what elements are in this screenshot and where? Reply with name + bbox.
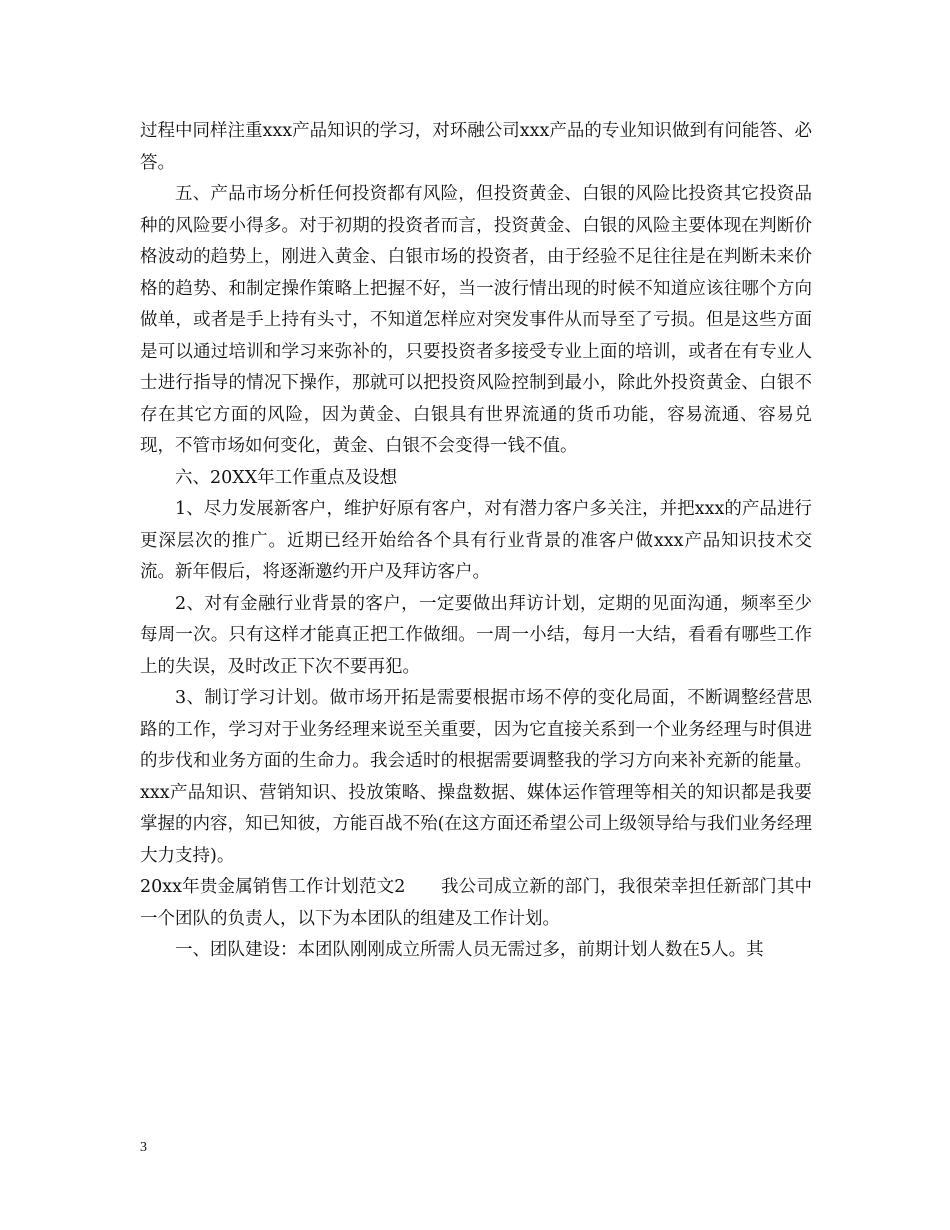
paragraph-market-analysis: 五、产品市场分析任何投资都有风险，但投资黄金、白银的风险比投资其它投资品种的风险要小得多。对于初期的投资者而言，投资黄金、白银的风险主要体现在判断价格波动的趋势上，刚进入黄金、白银市场的投资者，由于经验不足往往是在判断未来价格的趋势、和制定操作策略上把握不好，当一波行情出现的时候不知道应该往哪个方向做单，或者是手上持有头寸，不知道怎样应对突发事件从而导至了亏损。但是这些方面是可以通过培训和学习来弥补的，只要投资者多接受专业上面的培训，或者在有专业人士进行指导的情况下操作，那就可以把投资风险控制到最小，除此外投资黄金、白银不存在其它方面的风险，因为黄金、白银具有世界流通的货币功能，容易流通、容易兑现，不管市场如何变化，黄金、白银不会变得一钱不值。 <box>140 184 812 456</box>
paragraph-item-2: 2、对有金融行业背景的客户，一定要做出拜访计划，定期的见面沟通，频率至少每周一次。只有这样才能真正把工作做细。一周一小结，每月一大结，看看有哪些工作上的失误，及时改正下次不要再犯。 <box>140 593 812 677</box>
paragraph-continuation: 过程中同样注重xxx产品知识的学习，对环融公司xxx产品的专业知识做到有问能答、必答。 <box>140 121 812 173</box>
section-heading-work-focus: 六、20XX年工作重点及设想 <box>175 467 398 488</box>
paragraph-item-1: 1、尽力发展新客户，维护好原有客户，对有潜力客户多关注，并把xxx的产品进行更深层次的推广。近期已经开始给各个具有行业背景的准客户做xxx产品知识技术交流。新年假后，将逐渐邀约开户及拜访客户。 <box>140 499 812 582</box>
paragraph-sample-2-intro: 20xx年贵金属销售工作计划范文2 我公司成立新的部门，我很荣幸担任新部门其中一个团队的负责人，以下为本团队的组建及工作计划。 <box>140 877 812 929</box>
page-number: 3 <box>140 1140 147 1155</box>
paragraph-item-3: 3、制订学习计划。做市场开拓是需要根据市场不停的变化局面，不断调整经营思路的工作，学习对于业务经理来说至关重要，因为它直接关系到一个业务经理与时俱进的步伐和业务方面的生命力。我会适时的根据需要调整我的学习方向来补充新的能量。xxx产品知识、营销知识、投放策略、操盘数据、媒体运作管理等相关的知识都是我要掌握的内容，知已知彼，方能百战不殆(在这方面还希望公司上级领导给与我们业务经理大力支持)。 <box>140 688 812 866</box>
document-body <box>140 116 812 967</box>
paragraph-team-building: 一、团队建设：本团队刚刚成立所需人员无需过多，前期计划人数在5人。其 <box>175 940 764 960</box>
